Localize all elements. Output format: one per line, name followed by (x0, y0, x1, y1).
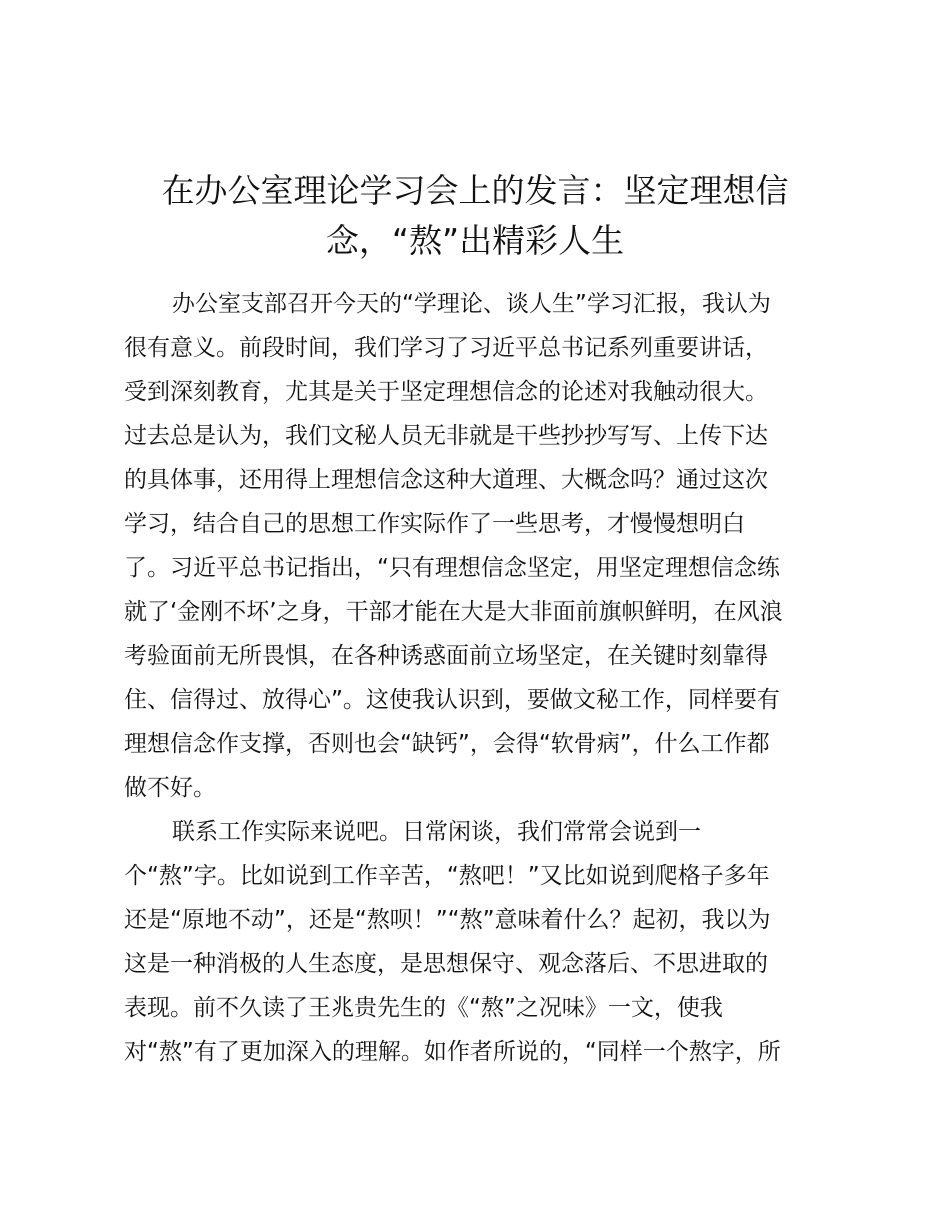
document-title-line-2: 念，“熬”出精彩人生 (325, 221, 625, 260)
paragraph-1-line-9: 考验面前无所畏惧，在各种诱惑面前立场坚定，在关键时刻靠得 (124, 643, 768, 669)
paragraph-2-line-1: 联系工作实际来说吧。日常闲谈，我们常常会说到一 (172, 819, 701, 845)
paragraph-1-line-6: 学习，结合自己的思想工作实际作了一些思考，才慢慢想明白 (124, 511, 745, 537)
paragraph-2-line-4: 这是一种消极的人生态度，是思想保守、观念落后、不思进取的 (124, 951, 768, 977)
paragraph-1-line-2: 很有意义。前段时间，我们学习了习近平总书记系列重要讲话， (124, 335, 768, 361)
paragraph-1-line-11: 理想信念作支撑，否则也会“缺钙”，会得“软骨病”，什么工作都 (124, 731, 770, 757)
paragraph-2-line-6: 对“熬”有了更加深入的理解。如作者所说的，“同样一个熬字，所 (124, 1039, 781, 1065)
paragraph-1-line-4: 过去总是认为，我们文秘人员无非就是干些抄抄写写、上传下达 (124, 423, 768, 449)
paragraph-1-line-1: 办公室支部召开今天的“学理论、谈人生”学习汇报，我认为 (172, 291, 771, 317)
paragraph-2-line-3: 还是“原地不动”，还是“熬呗！”“熬”意味着什么？起初，我以为 (124, 907, 771, 933)
paragraph-2-line-2: 个“熬”字。比如说到工作辛苦，“熬吧！”又比如说到爬格子多年 (124, 863, 770, 889)
paragraph-1-line-12: 做不好。 (124, 775, 216, 801)
document-title-line-1: 在办公室理论学习会上的发言：坚定理想信 (161, 171, 789, 210)
paragraph-1-line-3: 受到深刻教育，尤其是关于坚定理想信念的论述对我触动很大。 (124, 379, 768, 405)
paragraph-1-line-5: 的具体事，还用得上理想信念这种大道理、大概念吗？通过这次 (124, 467, 768, 493)
paragraph-1-line-8: 就了‘金刚不坏’之身，干部才能在大是大非面前旗帜鲜明，在风浪 (124, 599, 783, 625)
paragraph-1-line-10: 住、信得过、放得心”。这使我认识到，要做文秘工作，同样要有 (124, 687, 780, 713)
paragraph-1-line-7: 了。习近平总书记指出，“只有理想信念坚定，用坚定理想信念练 (124, 555, 780, 581)
paragraph-2-line-5: 表现。前不久读了王兆贵先生的《“熬”之况味》一文，使我 (124, 995, 723, 1021)
